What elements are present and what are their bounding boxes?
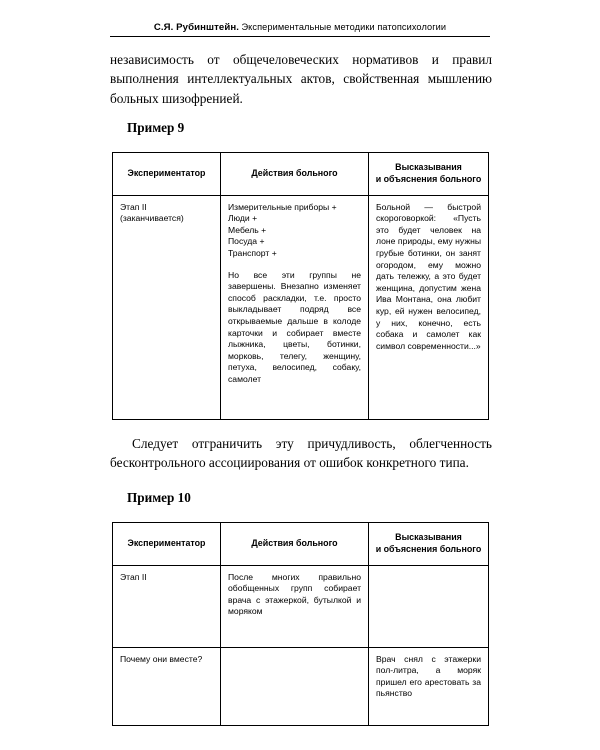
cell-actions-paragraph: Но все эти группы не завершены. Внезапно изменяет способ раскладки, т.е. просто выкладывает подряд все открываемые дальше в колоде карточки и собирает вместе лыжника, цветы, ботинки, морковь, телегу, женщину, петуха, велосипед, собаку, самолет bbox=[228, 269, 361, 384]
column-header-patient-statements-line1: Высказывания bbox=[395, 162, 462, 172]
cell-patient-statements bbox=[369, 565, 489, 647]
cell-experimenter: Почему они вместе? bbox=[113, 647, 221, 725]
running-header-title: Экспериментальные методики патопсихологии bbox=[241, 22, 447, 32]
example-10-caption: Пример 10 bbox=[127, 490, 191, 505]
header-rule bbox=[110, 36, 490, 37]
cell-patient-actions: После многих правильно обобщенных групп собирает врача с этажеркой, бутылкой и моряком bbox=[221, 565, 369, 647]
cell-experimenter-line2: (заканчивается) bbox=[120, 213, 184, 224]
column-header-patient-statements bbox=[369, 153, 489, 196]
cell-patient-statements: Больной — быстрой скороговоркой: «Пусть это будет человек на лоне природы, ему нужны грубые ботинки, он занят огородом, ему можно дать тележку, а это будет женщина, допустим жена Ива Монтана, она любит кур, ей нужен велосипед, у них, конечно, есть собака и самолет как символ современности...» bbox=[369, 195, 489, 419]
list-item: Люди + bbox=[228, 213, 258, 224]
body-paragraph-2 bbox=[110, 434, 492, 473]
column-header-patient-actions: Действия больного bbox=[221, 523, 369, 566]
column-header-experimenter: Экспериментатор bbox=[113, 523, 221, 566]
running-header bbox=[110, 22, 490, 33]
table-header-row bbox=[113, 153, 489, 196]
table-header-row bbox=[113, 523, 489, 566]
cell-experimenter-line1: Этап II bbox=[120, 201, 147, 212]
cell-patient-actions bbox=[221, 195, 369, 419]
column-header-experimenter: Экспериментатор bbox=[113, 153, 221, 196]
example-9-caption: Пример 9 bbox=[127, 120, 185, 135]
example-9-table bbox=[112, 152, 489, 420]
list-item: Мебель + bbox=[228, 224, 267, 235]
body-paragraph-1 bbox=[110, 50, 492, 108]
column-header-patient-statements-line1: Высказывания bbox=[395, 532, 462, 542]
cell-experimenter: Этап II bbox=[113, 565, 221, 647]
cell-patient-actions bbox=[221, 647, 369, 725]
column-header-patient-statements-line2: и объяснения больного bbox=[375, 173, 482, 184]
column-header-patient-statements-line2: и объяснения больного bbox=[375, 543, 482, 554]
cell-patient-statements: Врач снял с этажерки пол-литра, а моряк пришел его арестовать за пьянство bbox=[369, 647, 489, 725]
cell-actions-list bbox=[228, 202, 361, 260]
example-10-table bbox=[112, 522, 489, 726]
column-header-patient-actions: Действия больного bbox=[221, 153, 369, 196]
table-row bbox=[113, 565, 489, 647]
column-header-patient-statements bbox=[369, 523, 489, 566]
running-header-author: С.Я. Рубинштейн. bbox=[153, 22, 240, 33]
cell-experimenter bbox=[113, 195, 221, 419]
body-paragraph-1-text: независимость от общечеловеческих нормативов и правил выполнения интеллектуальных актов, свойственная мышлению больных шизофренией. bbox=[110, 52, 492, 106]
body-paragraph-2-text: Следует отграничить эту причудливость, облегченность бесконтрольного ассоциирования от ошибок конкретного типа. bbox=[110, 436, 492, 471]
list-item: Посуда + bbox=[228, 236, 265, 247]
table-row bbox=[113, 195, 489, 419]
list-item: Измерительные приборы + bbox=[228, 201, 337, 212]
table-row bbox=[113, 647, 489, 725]
list-item: Транспорт + bbox=[228, 247, 277, 258]
